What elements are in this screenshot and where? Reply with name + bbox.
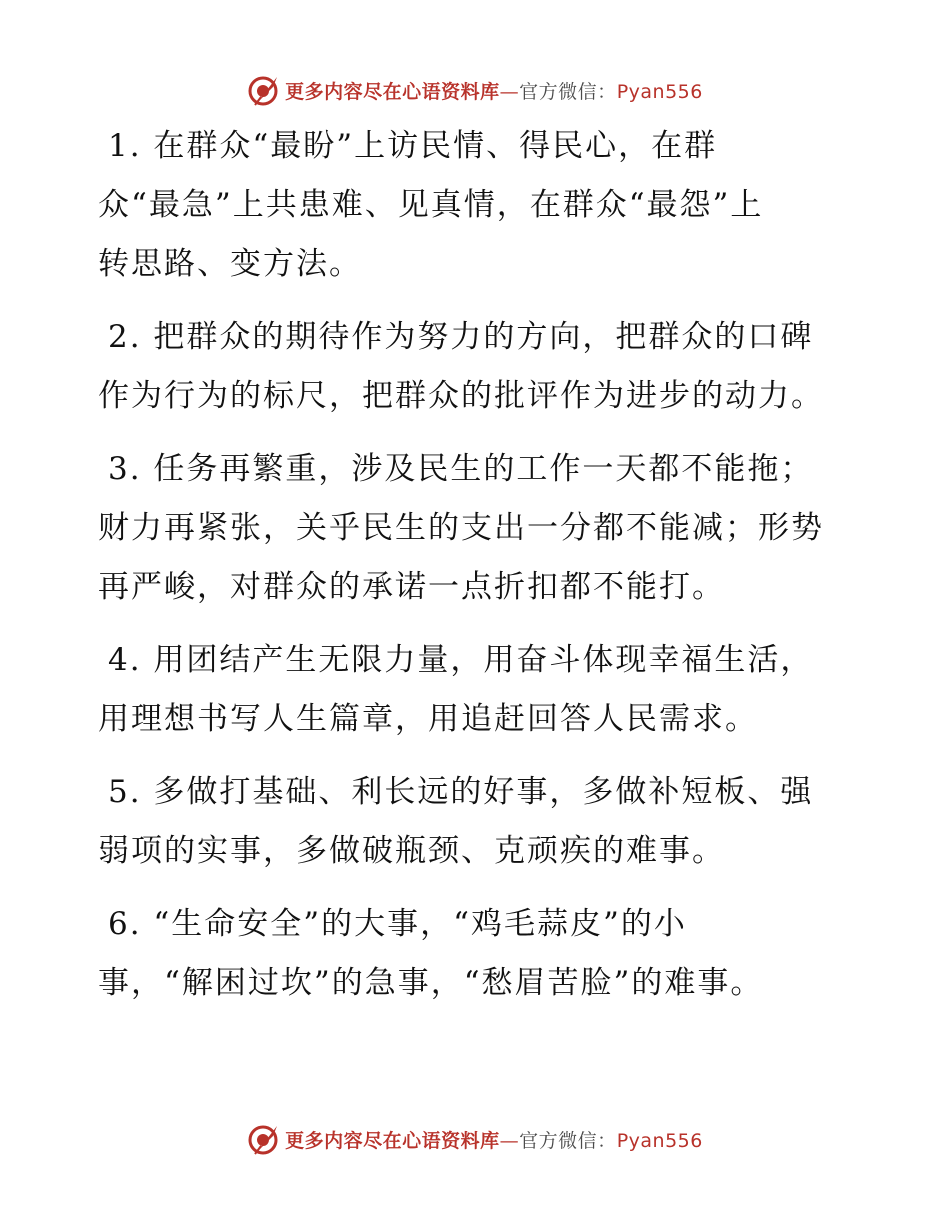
text-line: 弱项的实事，多做破瓶颈、克顽疾的难事。 <box>98 833 725 869</box>
text-line: 3. 任务再繁重，涉及民生的工作一天都不能拖； <box>108 451 814 487</box>
banner-wechat-id: Pyan556 <box>616 1129 703 1152</box>
list-item-6 <box>98 895 858 1013</box>
banner-dash: — <box>499 80 520 103</box>
text-line: 5. 多做打基础、利长远的好事，多做补短板、强 <box>108 774 814 810</box>
text-line: 作为行为的标尺，把群众的批评作为进步的动力。 <box>98 378 824 414</box>
banner-official-label: 官方微信： <box>519 1129 617 1152</box>
quill-logo-icon <box>247 73 281 107</box>
banner-text <box>285 1126 703 1153</box>
text-line: 2. 把群众的期待作为努力的方向，把群众的口碑 <box>108 319 814 355</box>
quill-logo-icon <box>247 1122 281 1156</box>
banner-official-label: 官方微信： <box>519 80 617 103</box>
banner-wechat-id: Pyan556 <box>616 80 703 103</box>
list-item-3 <box>98 440 858 617</box>
text-line: 转思路、变方法。 <box>98 246 362 282</box>
header-banner <box>0 70 950 110</box>
list-item-2 <box>98 308 858 426</box>
text-line: 6. “生命安全”的大事，“鸡毛蒜皮”的小 <box>108 906 687 942</box>
text-line: 1. 在群众“最盼”上访民情、得民心，在群 <box>108 128 718 164</box>
list-item-1 <box>98 117 858 294</box>
text-line: 事，“解困过坎”的急事，“愁眉苦脸”的难事。 <box>98 965 764 1001</box>
text-line: 用理想书写人生篇章，用追赶回答人民需求。 <box>98 701 758 737</box>
footer-banner <box>0 1119 950 1159</box>
banner-title: 更多内容尽在心语资料库 <box>285 1129 500 1152</box>
text-line: 4. 用团结产生无限力量，用奋斗体现幸福生活， <box>108 642 814 678</box>
text-line: 财力再紧张，关乎民生的支出一分都不能减；形势 <box>98 510 824 546</box>
text-line: 众“最急”上共患难、见真情，在群众“最怨”上 <box>98 187 764 223</box>
list-item-4 <box>98 631 858 749</box>
document-body <box>98 117 858 1027</box>
banner-dash: — <box>499 1129 520 1152</box>
list-item-5 <box>98 763 858 881</box>
text-line: 再严峻，对群众的承诺一点折扣都不能打。 <box>98 569 725 605</box>
banner-text <box>285 77 703 104</box>
banner-title: 更多内容尽在心语资料库 <box>285 80 500 103</box>
